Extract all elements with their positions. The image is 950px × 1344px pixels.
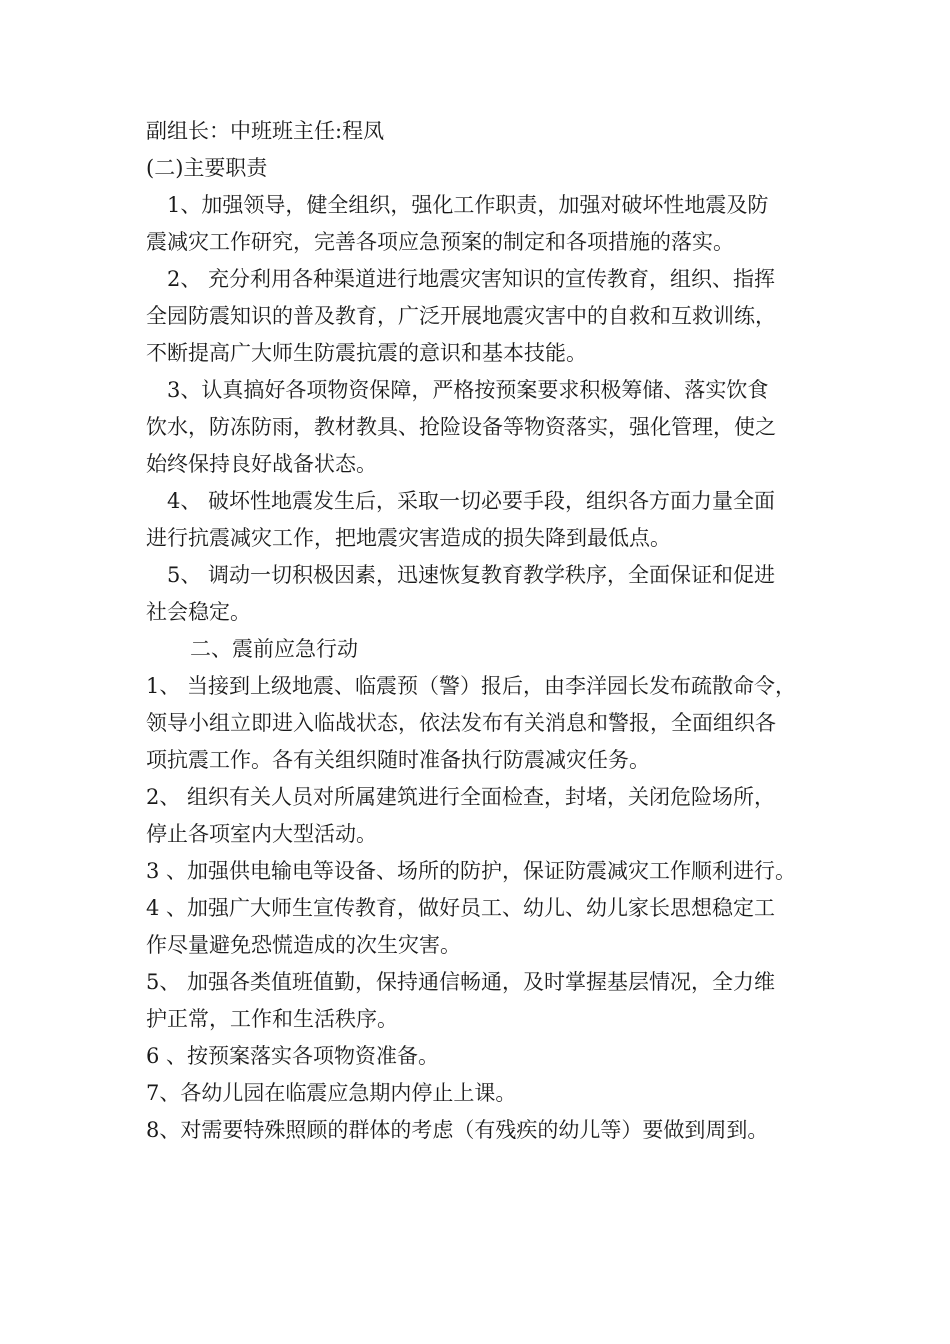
duty-5-line-2: 社会稳定。 — [146, 600, 251, 624]
action-5-line-2: 护正常，工作和生活秩序。 — [146, 1007, 398, 1031]
duty-3-line-1: 3、认真搞好各项物资保障，严格按预案要求积极筹储、落实饮食 — [167, 378, 769, 402]
duty-3-line-3: 始终保持良好战备状态。 — [146, 452, 377, 476]
duty-2-line-2: 全园防震知识的普及教育，广泛开展地震灾害中的自救和互救训练， — [146, 304, 776, 328]
action-4-line-2: 作尽量避免恐慌造成的次生灾害。 — [146, 933, 461, 957]
deputy-leader-line: 副组长：中班班主任:程凤 — [146, 119, 385, 143]
duty-4-line-2: 进行抗震减灾工作，把地震灾害造成的损失降到最低点。 — [146, 526, 671, 550]
action-1-line-2: 领导小组立即进入临战状态，依法发布有关消息和警报，全面组织各 — [146, 711, 776, 735]
action-1-line-3: 项抗震工作。各有关组织随时准备执行防震减灾任务。 — [146, 748, 650, 772]
action-2-line-1: 2、 组织有关人员对所属建筑进行全面检查，封堵，关闭危险场所， — [146, 785, 776, 809]
duty-4-line-1: 4、 破坏性地震发生后，采取一切必要手段，组织各方面力量全面 — [167, 489, 776, 513]
duty-1-line-2: 震减灾工作研究，完善各项应急预案的制定和各项措施的落实。 — [146, 230, 734, 254]
duty-2-line-1: 2、 充分利用各种渠道进行地震灾害知识的宣传教育，组织、指挥 — [167, 267, 776, 291]
duty-1-line-1: 1、加强领导，健全组织，强化工作职责，加强对破坏性地震及防 — [167, 193, 769, 217]
action-2-line-2: 停止各项室内大型活动。 — [146, 822, 377, 846]
action-8-line-1: 8、对需要特殊照顾的群体的考虑（有残疾的幼儿等）要做到周到。 — [146, 1118, 769, 1142]
action-6-line-1: 6 、按预案落实各项物资准备。 — [146, 1044, 440, 1068]
duty-3-line-2: 饮水，防冻防雨，教材教具、抢险设备等物资落实，强化管理，使之 — [146, 415, 776, 439]
action-3-line-1: 3 、加强供电输电等设备、场所的防护，保证防震减灾工作顺利进行。 — [146, 859, 797, 883]
section-heading-pre-quake-actions: 二、震前应急行动 — [190, 637, 358, 661]
duty-2-line-3: 不断提高广大师生防震抗震的意识和基本技能。 — [146, 341, 587, 365]
document-body — [146, 113, 812, 1149]
action-4-line-1: 4 、加强广大师生宣传教育，做好员工、幼儿、幼儿家长思想稳定工 — [146, 896, 776, 920]
action-1-line-1: 1、 当接到上级地震、临震预（警）报后，由李洋园长发布疏散命令， — [146, 674, 797, 698]
section-heading-main-duties: (二)主要职责 — [146, 156, 268, 180]
action-5-line-1: 5、 加强各类值班值勤，保持通信畅通，及时掌握基层情况，全力维 — [146, 970, 776, 994]
duty-5-line-1: 5、 调动一切积极因素，迅速恢复教育教学秩序，全面保证和促进 — [167, 563, 776, 587]
action-7-line-1: 7、各幼儿园在临震应急期内停止上课。 — [146, 1081, 517, 1105]
